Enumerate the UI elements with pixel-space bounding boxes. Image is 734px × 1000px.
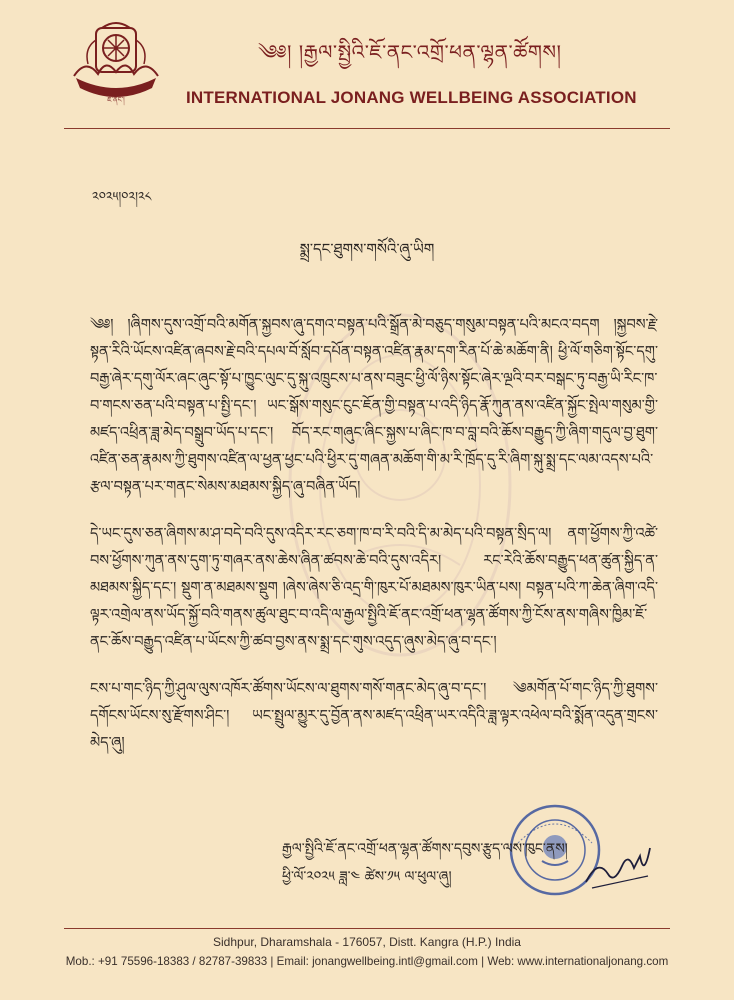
signature-date: ཕྱི་ལོ་༢༠༢༥ ཟླ་༤ ཚེས་༡༥ ལ་ཕུལ་ཞུ། bbox=[282, 869, 452, 885]
tibetan-title: ༄༅། །རྒྱལ་སྤྱིའི་ཇོ་ནང་འགྲོ་ཕན་ལྷན་ཚོགས། bbox=[258, 40, 562, 64]
signature-block bbox=[282, 835, 568, 891]
footer-contact: Mob.: +91 75596-18383 / 82787-39833 | Email: jonangwellbeing.intl@gmail.com | Web: www.internationaljonang.com bbox=[65, 955, 669, 968]
association-logo bbox=[66, 18, 166, 106]
paragraph-1: ༄༅། །ཞིགས་དུས་འགྲོ་བའི་མགོན་སྐྱབས་ཞུ་དགའ་བསྟན་པའི་སྒྲོན་མེ་བཅུད་གསུམ་བསྟན་པའི་མངའ་བདག །སྐྱབས་རྗེ་སྟན་རིའི་ཡོངས་འཛིན་ཞབས་རྗེ་བའི་དཔལ་བོ་སློབ་དཔོན་བསྟན་འཛིན་རྣམ་དག་རིན་པོ་ཆེ་མཆོག་ནི། ཕྱི་ལོ་གཅིག་སྟོང་དགུ་བརྒྱ་ཞེར་དགུ་ལོར་ཞང་ཞུང་སྟོ་པ་ཁྱུང་ལུང་དུ་སྐུ་འཁྲུངས་པ་ནས་བཟུང་ཕྱི་ལོ་ཉིས་སྟོང་ཞེར་ལྔའི་བར་བསྒང་ཏུ་བརྒྱ་ཡི་རིང་ཁ་བ་གངས་ཅན་པའི་བསྟན་པ་སྤྱི་དང་། ཡང་སྒོས་གསུང་ངུང་ཇོན་གྱི་བསྟན་པ་འདི་ཉིད་རྣོ་ཀུན་ནས་འཛིན་སྐྱོང་སྤེལ་གསུམ་གྱི་མཛད་འཕྲིན་ཟླ་མེད་བསྒྲུབ་ཡོད་པ་དང་། བོད་རང་གཞུང་ཞིང་སྐྱས་པ་ཞིང་ཁ་བ་བླ་བའི་ཆོས་བརྒྱུད་ཀྱི་ཞིག་གདུལ་བྱ་ཐུག་འཛིན་ཅན་རྣམས་ཀྱི་ཐུགས་འཛིན་ལ་ཕྱན་ཕྱང་པའི་ཕྱིར་དུ་གཞན་མཆོག་གི་མ་རི་ཁྲོད་དུ་རི་ཞིག་སྐུ་སྨྲ་དང་ལམ་འདས་པའི་རྩལ་བསྟན་པར་གནང་སེམས་མཐམས་སྐྱིད་ཞུ་བཞིན་ཡོད། bbox=[90, 317, 658, 495]
paragraph-2: དེ་ཡང་དུས་ཅན་ཞིགས་མ་ཤ་བདེ་བའི་དུས་འདིར་རང་ཅག་ཁ་བ་རི་བའི་དི་མ་མེད་པའི་བསྟན་སྲིད་ལ། ནག་ཕྱོགས་ཀྱི་འཚེ་བས་ཕྱོགས་ཀུན་ནས་དུག་ཏུ་གཞར་ནས་ཆེས་ཞིན་ཚབས་ཆེ་བའི་དུས་འདིར། རང་རེའི་ཆོས་བརྒྱུད་ཕན་ཚུན་སྐྱིད་ན་མཐམས་སྐྱིད་དང་། སྡུག་ན་མཐམས་སྡུག །ཞེས་ཞེས་ཅི་འདྲ་གི་ཁུར་པོ་མཐམས་ཁུར་ཡིན་པས། བསྟན་པའི་ཀ་ཆེན་ཞིག་འདི་ལྟར་འགྲེལ་ནས་ཡོད་སྐྱོ་བའི་གནས་ཚུལ་ཐུང་བ་འདི་ལ་རྒྱལ་སྤྱིའི་ཇོ་ནང་འགྲོ་ཕན་ལྷན་ཚོགས་ཀྱི་ངོས་ནས་གཞིས་ཁྱིམ་ཇོ་ནང་ཆོས་བརྒྱུད་འཛིན་པ་ཡོངས་ཀྱི་ཚབ་བྱས་ནས་སྨྲ་དང་གུས་འདུད་ཞུས་མེད་ཞུ་བ་དང་། bbox=[90, 526, 658, 650]
footer-address: Sidhpur, Dharamshala - 176057, Distt. Kangra (H.P.) India bbox=[213, 935, 521, 949]
letter-body bbox=[90, 312, 658, 777]
handwritten-signature bbox=[578, 838, 658, 898]
header-divider bbox=[64, 128, 670, 129]
logo-text: ཇོ་ནང་། bbox=[107, 96, 125, 104]
paragraph-3: ངས་པ་གང་ཉིད་ཀྱི་ཤུལ་ལུས་འཁོར་ཚོགས་ཡོངས་ལ་ཐུགས་གསོ་གནང་མེད་ཞུ་བ་དང་། ༄མགོན་པོ་གང་ཉིད་ཀྱི་ཐུགས་དགོངས་ཡོངས་སུ་རྫོགས་ཤིང་། ཡང་སྤྲུལ་མྱུར་དུ་བྱོན་ནས་མཛད་འཕྲིན་ཡར་འདིའི་ཟླ་ལྟར་འཕེལ་བའི་སྨོན་འདུན་གྲངས་མེད་ཞུ། bbox=[90, 681, 658, 751]
signatory-name: རྒྱལ་སྤྱིའི་ཇོ་ནང་འགྲོ་ཕན་ལྷན་ཚོགས་དབུས་རྩུད་ལས་ཁུང་ནས། bbox=[282, 841, 568, 857]
letter-subject: སྨྲ་དང་ཐུགས་གསོའི་ཞུ་ཡིག bbox=[299, 240, 435, 258]
letter-date: ༢༠༢༥།༠༢།༢༨ bbox=[92, 190, 152, 205]
english-title: INTERNATIONAL JONANG WELLBEING ASSOCIATION bbox=[186, 88, 637, 107]
footer-divider bbox=[64, 928, 670, 929]
